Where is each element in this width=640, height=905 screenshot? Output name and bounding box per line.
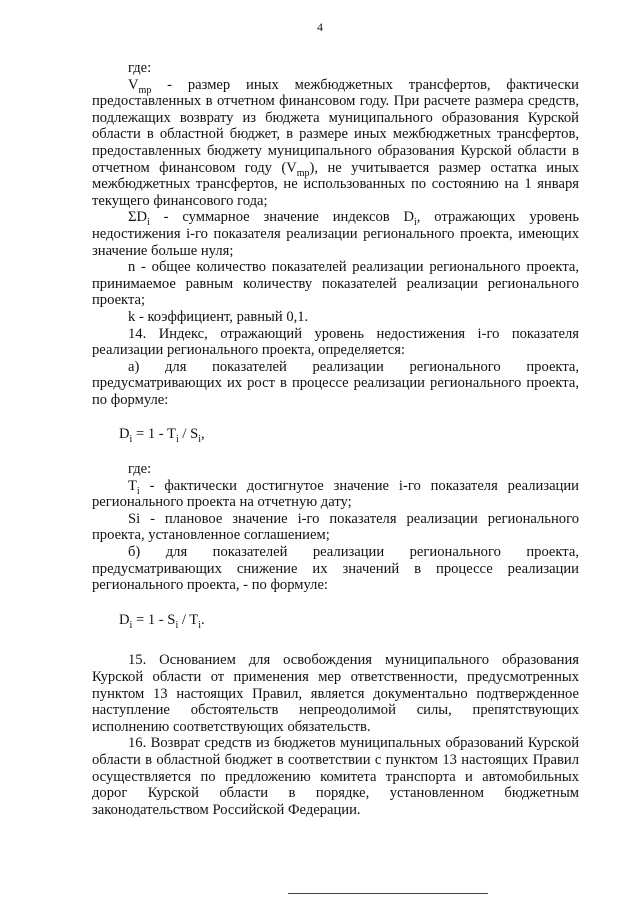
- n-definition: n - общее количество показателей реализации регионального проекта, принимаемое равным количеству показателей реализации регионального проекта;: [92, 259, 579, 309]
- document-body: [92, 60, 579, 818]
- where-label-2: где:: [128, 461, 152, 478]
- footer-rule: [288, 893, 488, 894]
- item-16: 16. Возврат средств из бюджетов муниципальных образований Курской области в областной бюджет в соответствии с пунктом 13 настоящих Правил осуществляется по предложению комитета транспорта и автомобильных дорог Курской области в порядке, установленном бюджетным законодательством Российской Федерации.: [92, 735, 579, 818]
- item-14b: б) для показателей реализации регионального проекта, предусматривающих снижение их значений в процессе реализации регионального проекта, - по формуле:: [92, 544, 579, 594]
- page-number: 4: [317, 20, 323, 34]
- sum-d-definition: $\Sigma D_i$ - суммарное значение индексов $D_i$, отражающих уровень недостижения i-го показателя реализации регионального проекта, имеющих значение больше нуля;: [92, 209, 580, 259]
- item-14: 14. Индекс, отражающий уровень недостижения i-го показателя реализации регионального проекта, определяется:: [92, 325, 579, 359]
- formula-2: $D_i = 1 - S_i / T_i$.: [119, 611, 205, 631]
- item-15: 15. Основанием для освобождения муниципального образования Курской области от применения мер ответственности, предусмотренных пунктом 13 настоящих Правил, является документально подтвержденное наступление обстоятельств непреодолимой силы, препятствующих исполнению соответствующих обязательств.: [92, 652, 579, 735]
- s-definition: Si - плановое значение i-го показателя реализации регионального проекта, установленное соглашением;: [92, 510, 579, 544]
- where-label: где:: [128, 60, 152, 76]
- formula-1: $D_i = 1 - T_i / S_i$,: [119, 426, 205, 446]
- item-14a: а) для показателей реализации регионального проекта, предусматривающих их рост в процессе реализации регионального проекта, по формуле:: [92, 358, 579, 408]
- k-definition: k - коэффициент, равный 0,1.: [128, 308, 309, 325]
- t-definition: $T_i$ - фактически достигнутое значение i-го показателя реализации регионального проекта на отчетную дату;: [92, 477, 579, 511]
- v-mp-definition: $V_{mp}$ - размер иных межбюджетных трансфертов, фактически предоставленных в отчетном финансовом году. При расчете размера средств, подлежащих возврату из бюджета муниципального образования Курской области в областной бюджет, в размере иных межбюджетных трансфертов, предоставленных бюджету муниципального образования Курской области в отчетном финансовом году $(V_{mp})$, не учитывается размер остатка иных межбюджетных трансфертов, не использованных по состоянию на 1 января текущего финансового года;: [92, 76, 579, 209]
